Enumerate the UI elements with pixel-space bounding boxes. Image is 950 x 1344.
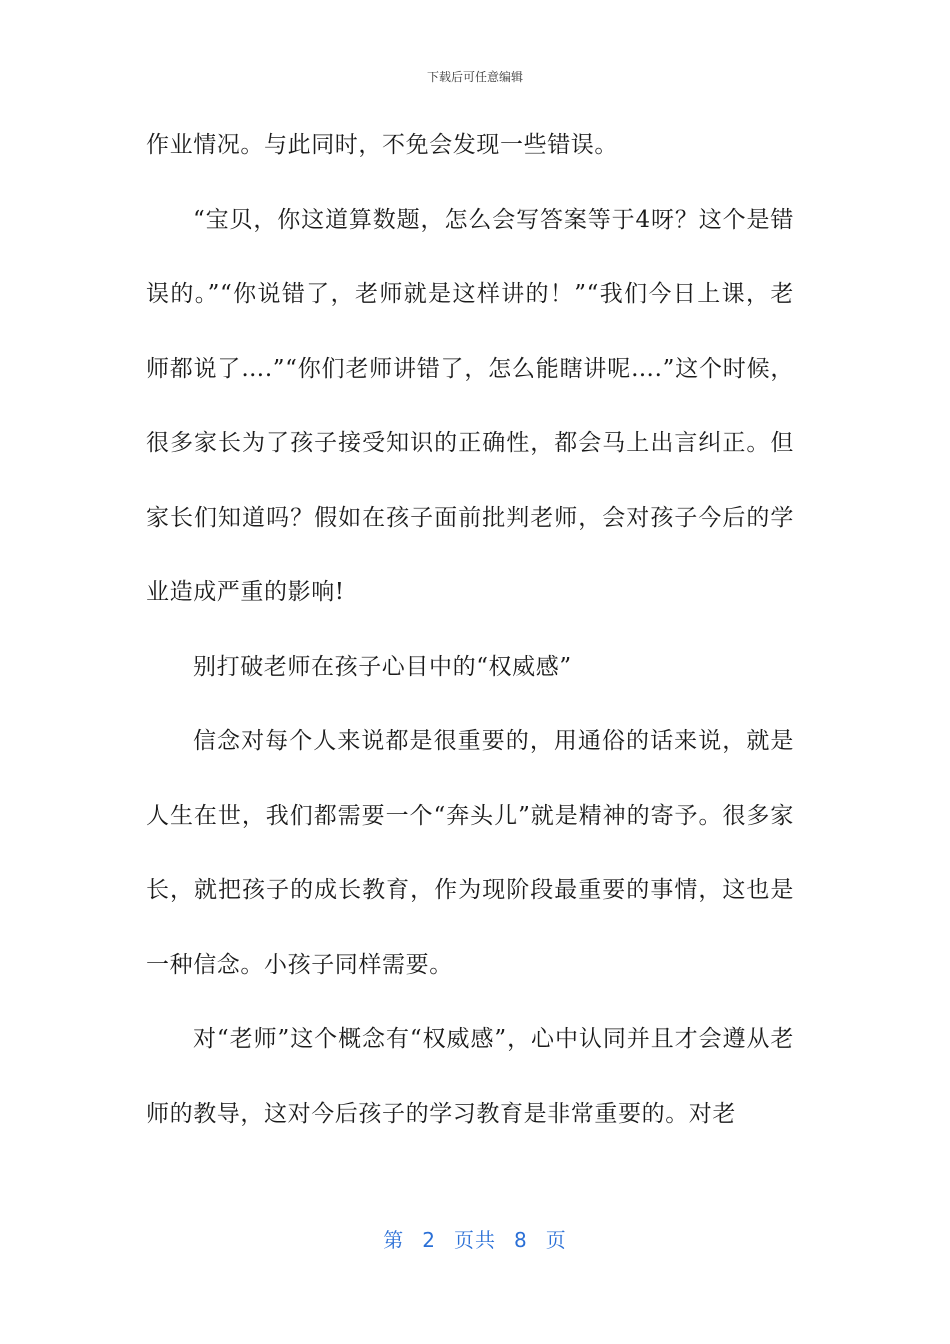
footer-total-pages: 8 [514, 1228, 528, 1252]
paragraph-3: 信念对每个人来说都是很重要的，用通俗的话来说，就是人生在世，我们都需要一个“奔头儿”就是精神的寄予。很多家长，就把孩子的成长教育，作为现阶段最重要的事情，这也是一种信念。小孩子同样需要。 [146, 728, 794, 978]
paragraph-1: 作业情况。与此同时，不免会发现一些错误。 [146, 132, 618, 158]
footer-total-prefix: 页共 [454, 1228, 496, 1252]
paragraph-4: 对“老师”这个概念有“权威感”，心中认同并且才会遵从老师的教导，这对今后孩子的学习教育是非常重要的。对老 [146, 1026, 794, 1127]
footer-page-label: 第 [383, 1228, 405, 1252]
page-footer [0, 1224, 950, 1253]
page-header: 下载后可任意编辑 [426, 70, 523, 84]
footer-total-suffix: 页 [545, 1228, 567, 1252]
paragraph-2: “宝贝，你这道算数题，怎么会写答案等于4呀？这个是错误的。”“你说错了，老师就是这样讲的！”“我们今日上课，老师都说了….”“你们老师讲错了，怎么能瞎讲呢….”这个时候，很多家长为了孩子接受知识的正确性，都会马上出言纠正。但家长们知道吗？假如在孩子面前批判老师，会对孩子今后的学业造成严重的影响! [146, 206, 794, 605]
section-heading: 别打破老师在孩子心目中的“权威感” [193, 653, 572, 680]
footer-current-page: 2 [422, 1228, 436, 1252]
document-body [146, 108, 794, 1151]
